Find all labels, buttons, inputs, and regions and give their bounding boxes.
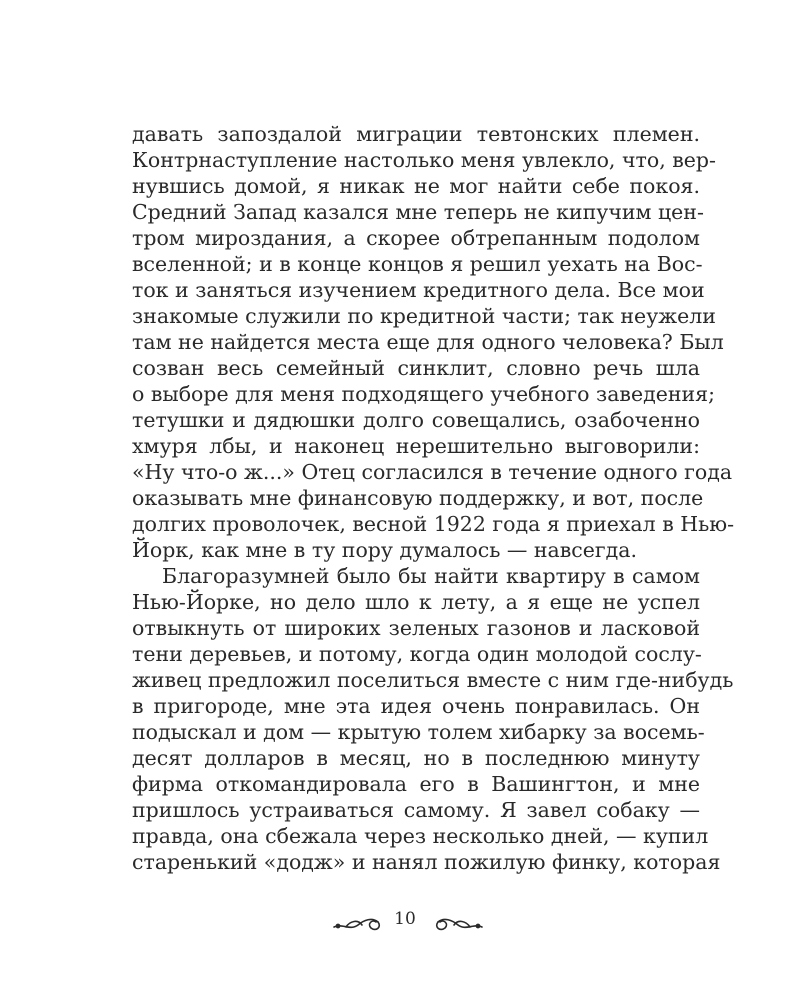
text-line: тени деревьев, и потому, когда один молодой сослу- [132, 642, 702, 666]
text-line: в пригороде, мне эта идея очень понравилась. Он [132, 694, 700, 718]
text-line: отвыкнуть от широких зеленых газонов и ласковой [132, 616, 700, 640]
body-text [132, 121, 735, 875]
flourish-left-icon [332, 905, 382, 939]
text-line: давать запоздалой миграции тевтонских племен. [132, 122, 700, 146]
text-line: там не найдется места еще для одного человека? Был [132, 330, 724, 354]
page-number: 10 [394, 909, 416, 929]
text-line: подыскал и дом — крытую толем хибарку за восемь- [132, 720, 705, 744]
text-line: нувшись домой, я никак не мог найти себе покоя. [132, 174, 700, 198]
text-line: хмуря лбы, и наконец нерешительно выговорили: [132, 434, 700, 458]
text-line: десят долларов в месяц, но в последнюю минуту [132, 746, 700, 770]
text-line: пришлось устраиваться самому. Я завел собаку — [132, 798, 700, 822]
flourish-right-icon [434, 905, 484, 939]
text-line: Йорк, как мне в ту пору думалось — навсегда. [132, 538, 638, 562]
text-line: фирма откомандировала его в Вашингтон, и мне [132, 772, 700, 796]
text-line: о выборе для меня подходящего учебного заведения; [132, 382, 716, 406]
text-line: знакомые служили по кредитной части; так неужели [132, 304, 716, 328]
text-line: Благоразумней было бы найти квартиру в самом [162, 564, 700, 588]
text-line: созван весь семейный синклит, словно речь шла [132, 356, 700, 380]
text-line: «Ну что-о ж...» Отец согласился в течение одного года [132, 460, 733, 484]
text-line: Нью-Йорке, но дело шло к лету, а я еще не успел [132, 590, 700, 614]
text-line: Контрнаступление настолько меня увлекло, что, вер- [132, 148, 716, 172]
text-line: оказывать мне финансовую поддержку, и вот, после [132, 486, 704, 510]
text-line: Средний Запад казался мне теперь не кипучим цен- [132, 200, 704, 224]
text-line: живец предложил поселиться вместе с ним где-нибудь [132, 668, 734, 692]
page-footer [0, 905, 800, 939]
text-line: старенький «додж» и нанял пожилую финку, которая [132, 850, 721, 874]
text-line: вселенной; и в конце концов я решил уехать на Вос- [132, 252, 703, 276]
text-line: тром мироздания, а скорее обтрепанным подолом [132, 226, 700, 250]
text-line: правда, она сбежала через несколько дней, — купил [132, 824, 709, 848]
text-line: ток и заняться изучением кредитного дела. Все мои [132, 278, 705, 302]
text-line: долгих проволочек, весной 1922 года я приехал в Нью- [132, 512, 735, 536]
text-line: тетушки и дядюшки долго совещались, озабоченно [132, 408, 700, 432]
